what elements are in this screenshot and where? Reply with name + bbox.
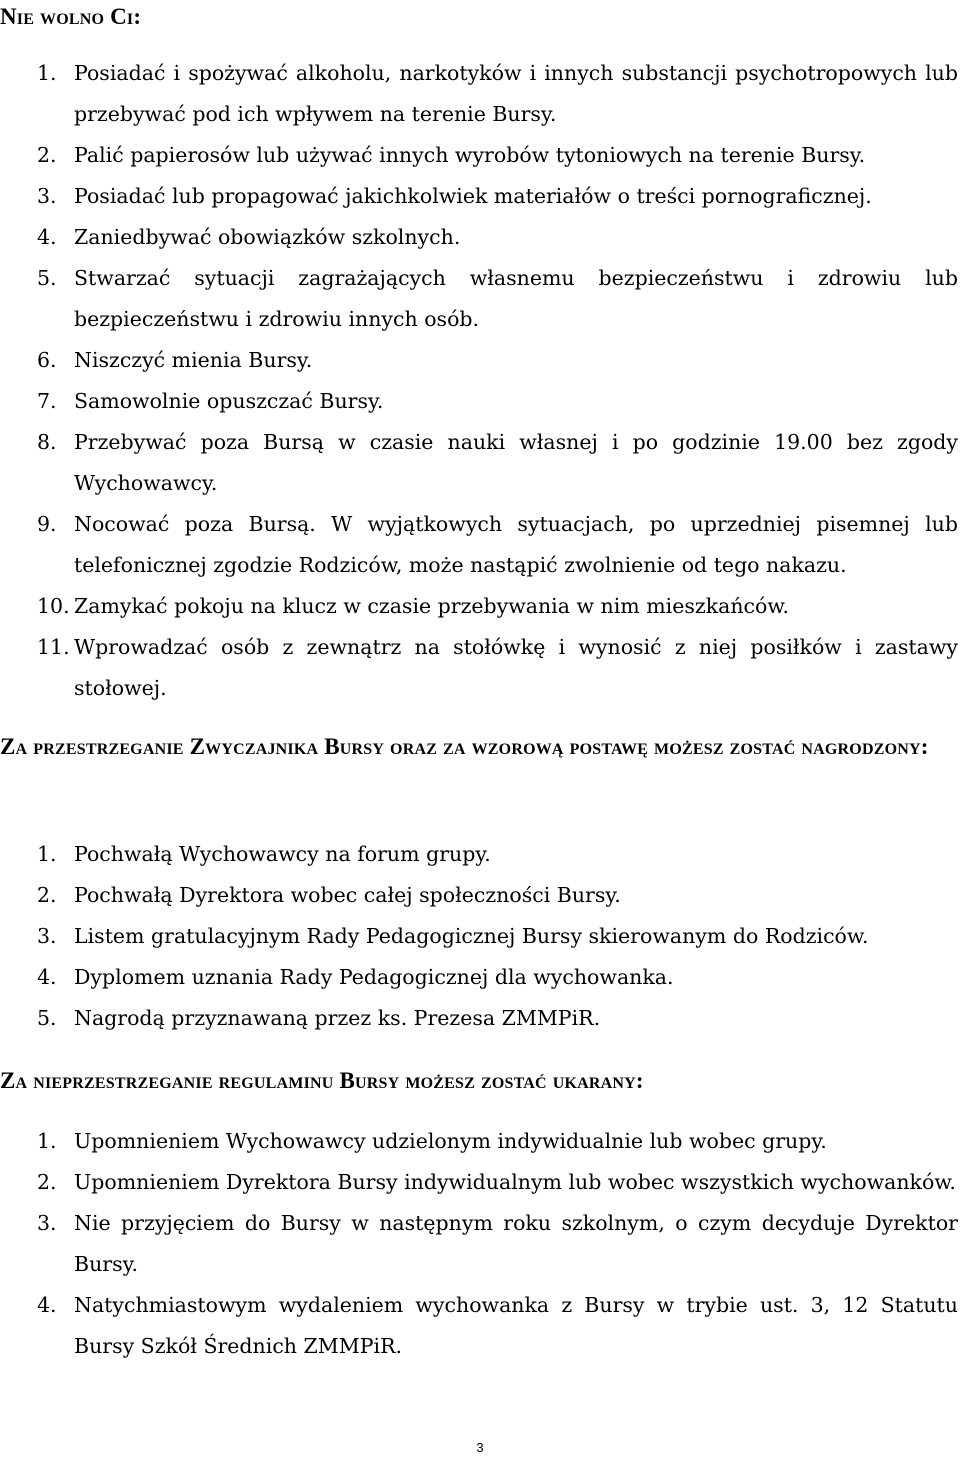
- list-item-text: Upomnieniem Dyrektora Bursy indywidualnym lub wobec wszystkich wychowanków.: [74, 1170, 956, 1194]
- prohibitions-list: [0, 53, 958, 709]
- list-item-number: 4.: [37, 1293, 57, 1317]
- list-item: [0, 875, 958, 916]
- list-item-number: 2.: [37, 1170, 57, 1194]
- list-item: [0, 135, 958, 176]
- page-number: 3: [476, 1440, 484, 1455]
- list-item-text: Nagrodą przyznawaną przez ks. Prezesa ZMMPiR.: [74, 1006, 601, 1030]
- list-item: [0, 957, 958, 998]
- list-item-text: Wprowadzać osób z zewnątrz na stołówkę i wynosić z niej posiłków i zastawy stołowej.: [74, 635, 958, 700]
- list-item-number: 1.: [37, 1129, 57, 1153]
- list-item-text: Zaniedbywać obowiązków szkolnych.: [74, 225, 461, 249]
- list-item-number: 6.: [37, 348, 57, 372]
- list-item-text: Upomnieniem Wychowawcy udzielonym indywidualnie lub wobec grupy.: [74, 1129, 827, 1153]
- list-item-number: 8.: [37, 430, 57, 454]
- list-item-number: 3.: [37, 924, 57, 948]
- section-heading-penalties: Za nieprzestrzeganie regulaminu Bursy możesz zostać ukarany:: [0, 1068, 644, 1093]
- list-item-text: Przebywać poza Bursą w czasie nauki własnej i po godzinie 19.00 bez zgody Wychowawcy.: [74, 430, 958, 495]
- list-item-text: Nocować poza Bursą. W wyjątkowych sytuacjach, po uprzedniej pisemnej lub telefonicznej zgodzie Rodziców, może nastąpić zwolnienie od tego nakazu.: [74, 512, 958, 577]
- list-item-number: 4.: [37, 965, 57, 989]
- list-item: [0, 586, 958, 627]
- list-item: [0, 998, 958, 1039]
- list-item-text: Stwarzać sytuacji zagrażających własnemu bezpieczeństwu i zdrowiu lub bezpieczeństwu i zdrowiu innych osób.: [74, 266, 958, 331]
- list-item: [0, 53, 958, 135]
- list-item: [0, 381, 958, 422]
- list-item-text: Samowolnie opuszczać Bursy.: [74, 389, 384, 413]
- list-item: [0, 422, 958, 504]
- list-item-number: 4.: [37, 225, 57, 249]
- list-item-text: Palić papierosów lub używać innych wyrobów tytoniowych na terenie Bursy.: [74, 143, 866, 167]
- list-item-number: 7.: [37, 389, 57, 413]
- penalties-list: [0, 1121, 958, 1367]
- list-item-number: 5.: [37, 1006, 57, 1030]
- list-item: [0, 916, 958, 957]
- list-item: [0, 1203, 958, 1285]
- list-item-text: Nie przyjęciem do Bursy w następnym roku szkolnym, o czym decyduje Dyrektor Bursy.: [74, 1211, 958, 1276]
- list-item-text: Posiadać lub propagować jakichkolwiek materiałów o treści pornograficznej.: [74, 184, 872, 208]
- list-item-text: Zamykać pokoju na klucz w czasie przebywania w nim mieszkańców.: [74, 594, 789, 618]
- list-item-number: 10.: [37, 594, 70, 618]
- list-item: [0, 258, 958, 340]
- list-item-number: 3.: [37, 1211, 57, 1235]
- list-item: [0, 340, 958, 381]
- list-item-number: 2.: [37, 883, 57, 907]
- list-item: [0, 834, 958, 875]
- list-item-number: 1.: [37, 842, 57, 866]
- list-item-number: 9.: [37, 512, 57, 536]
- list-item-text: Listem gratulacyjnym Rady Pedagogicznej Bursy skierowanym do Rodziców.: [74, 924, 869, 948]
- list-item: [0, 1162, 958, 1203]
- section-heading-prohibitions: Nie wolno Ci:: [0, 4, 142, 29]
- list-item-number: 2.: [37, 143, 57, 167]
- section-heading-rewards: Za przestrzeganie Zwyczajnika Bursy oraz za wzorową postawę możesz zostać nagrodzony:: [0, 734, 929, 759]
- list-item: [0, 1121, 958, 1162]
- list-item: [0, 217, 958, 258]
- list-item-text: Dyplomem uznania Rady Pedagogicznej dla wychowanka.: [74, 965, 674, 989]
- list-item-text: Posiadać i spożywać alkoholu, narkotyków i innych substancji psychotropowych lub przebywać pod ich wpływem na terenie Bursy.: [74, 61, 958, 126]
- list-item-text: Natychmiastowym wydaleniem wychowanka z Bursy w trybie ust. 3, 12 Statutu Bursy Szkół Średnich ZMMPiR.: [74, 1293, 958, 1358]
- list-item-number: 5.: [37, 266, 57, 290]
- list-item-text: Pochwałą Wychowawcy na forum grupy.: [74, 842, 491, 866]
- list-item-text: Niszczyć mienia Bursy.: [74, 348, 313, 372]
- list-item-text: Pochwałą Dyrektora wobec całej społeczności Bursy.: [74, 883, 621, 907]
- list-item-number: 3.: [37, 184, 57, 208]
- list-item: [0, 176, 958, 217]
- list-item-number: 1.: [37, 61, 57, 85]
- list-item: [0, 504, 958, 586]
- rewards-list: [0, 834, 958, 1039]
- list-item: [0, 627, 958, 709]
- list-item: [0, 1285, 958, 1367]
- list-item-number: 11.: [37, 635, 70, 659]
